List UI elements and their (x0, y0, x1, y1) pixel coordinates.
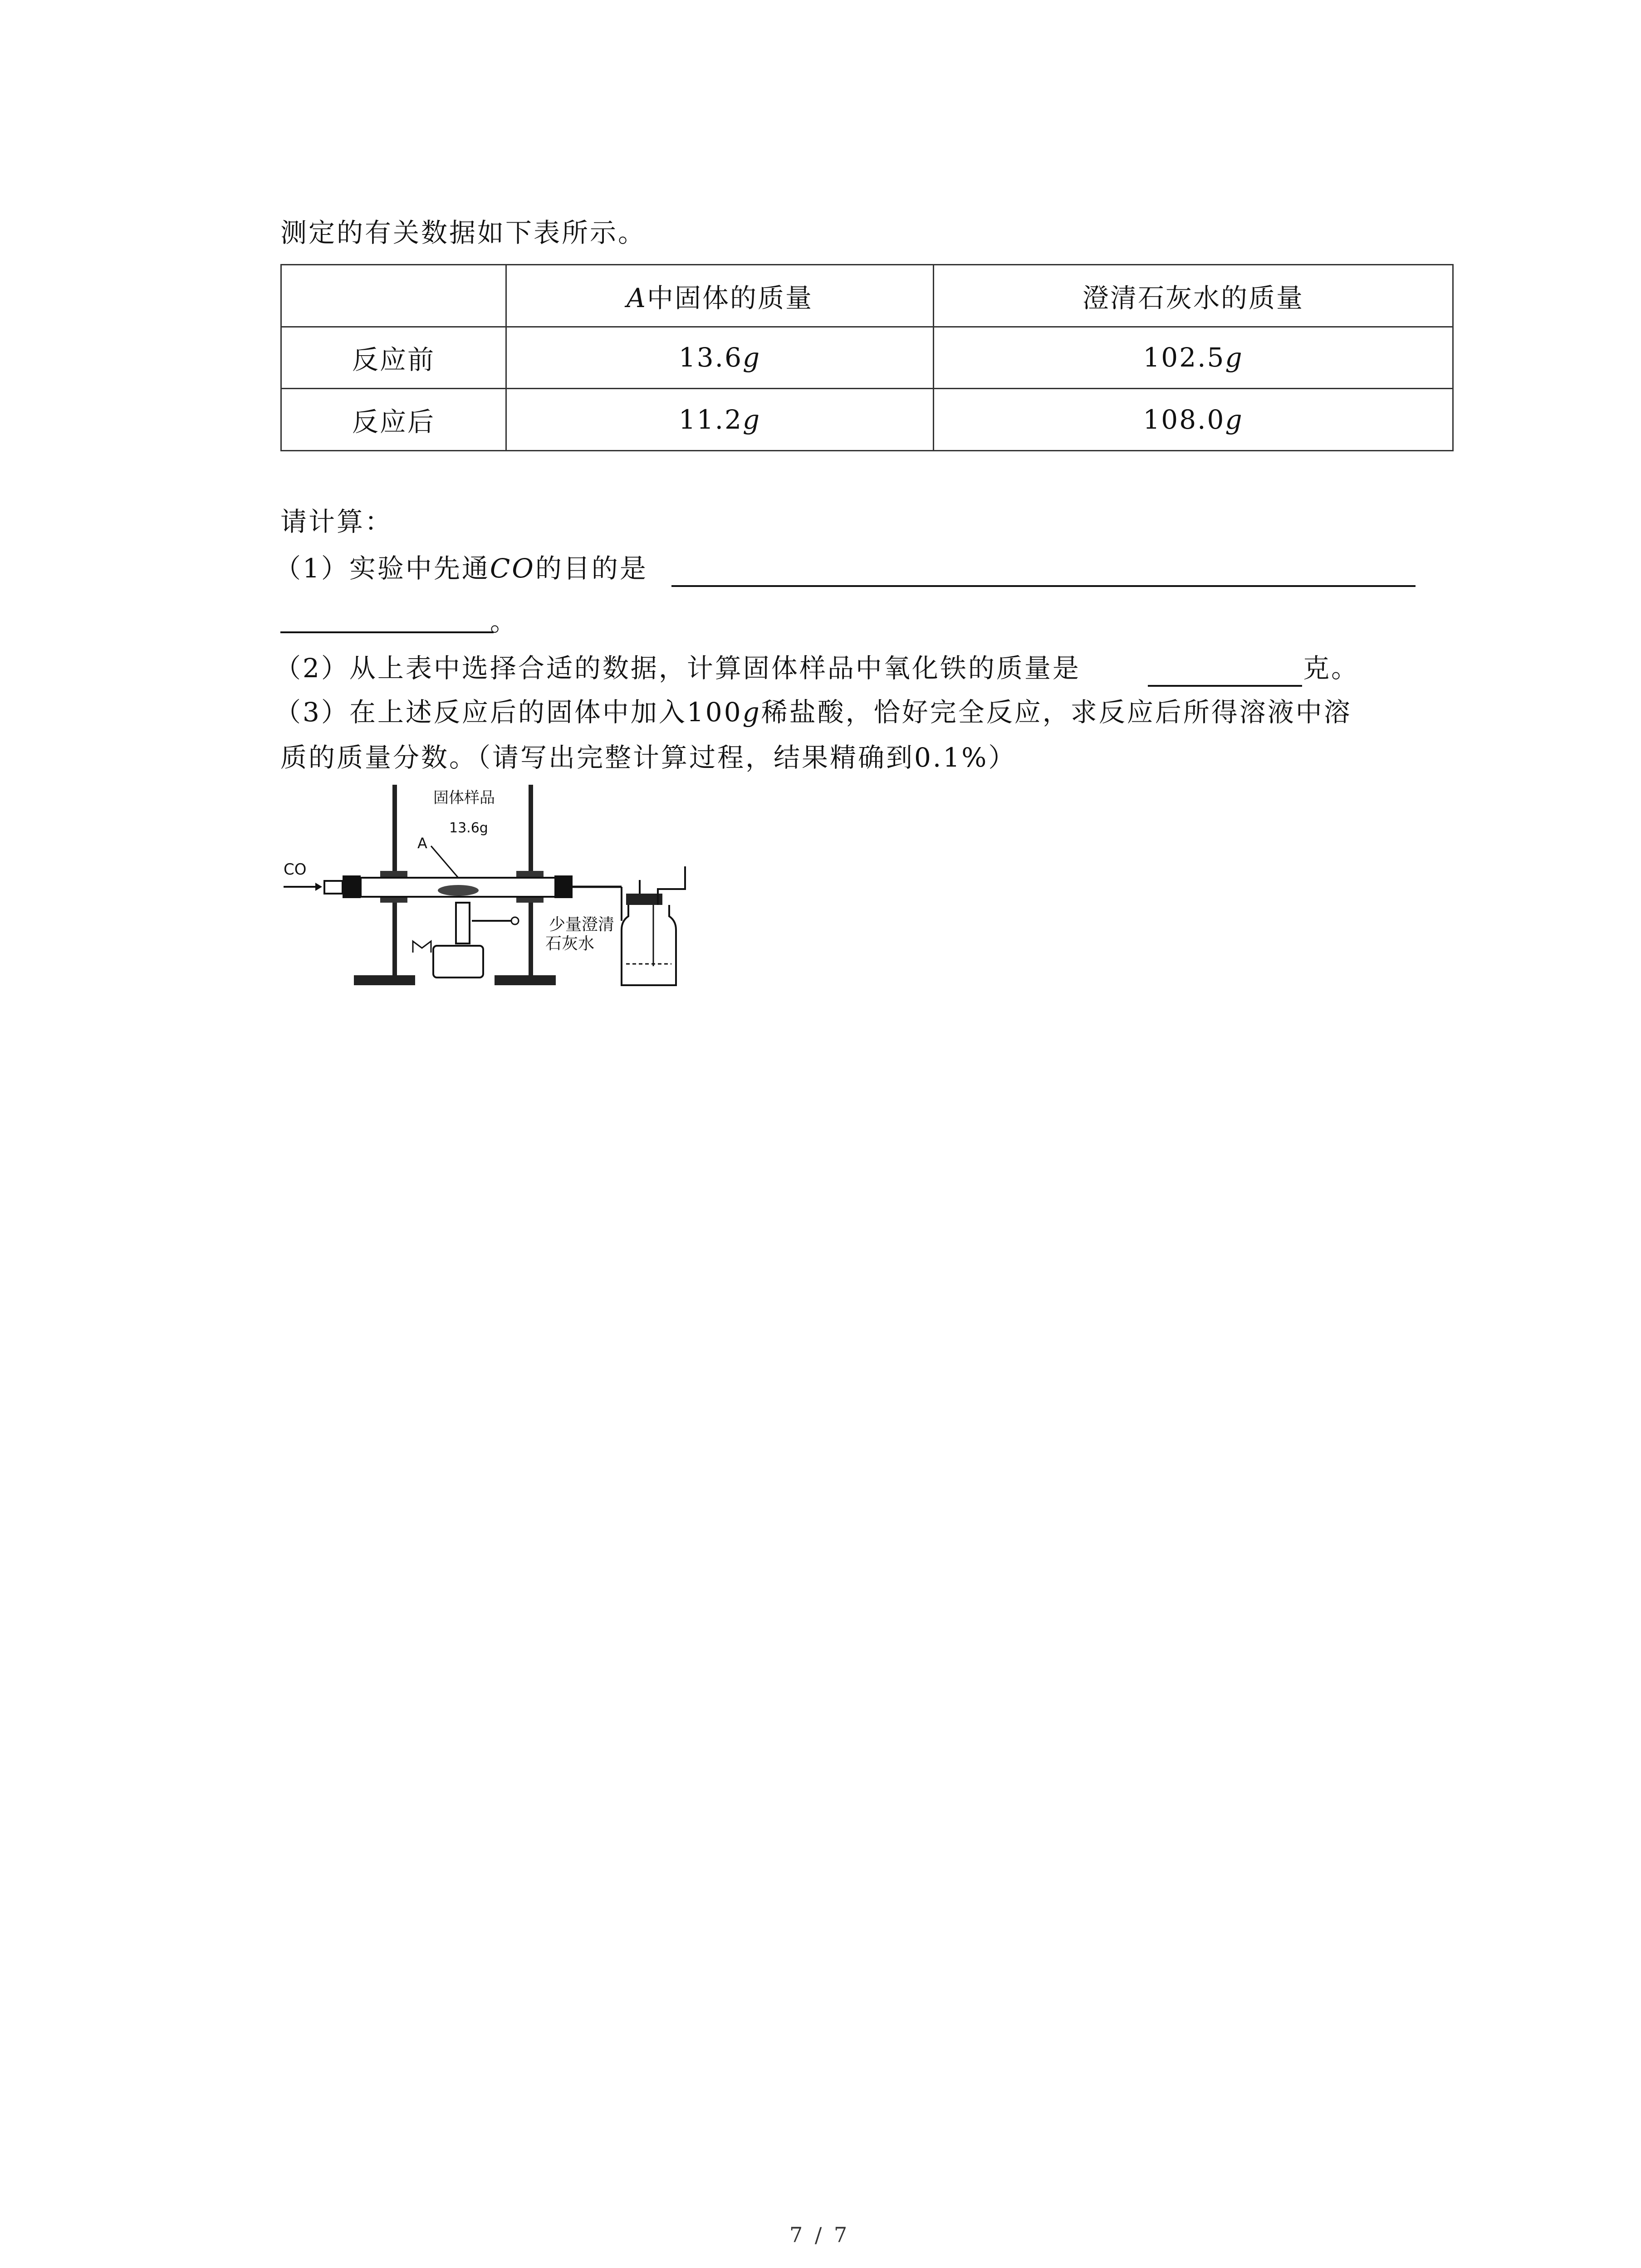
table-row (281, 389, 1453, 451)
glass-tube (361, 875, 622, 898)
question-3-line-1: （3）在上述反应后的固体中加入100g稀盐酸，恰好完全反应，求反应后所得溶液中溶 (274, 697, 1352, 728)
row-label: 反应后 (281, 389, 506, 451)
cell-a-mass: 13.6g (506, 327, 934, 389)
row-label: 反应前 (281, 327, 506, 389)
co-inlet (284, 860, 361, 898)
apparatus-figure (277, 785, 708, 998)
calc-prompt: 请计算： (280, 506, 393, 537)
co-label: CO (284, 860, 307, 879)
a-label: A (417, 835, 427, 852)
co-formula: CO (490, 553, 535, 584)
question-1: （1）实验中先通CO的目的是 (274, 553, 648, 584)
sample-label: 固体样品 (433, 789, 495, 807)
page-number: 7 / 7 (789, 2223, 850, 2247)
solid-sample (438, 885, 479, 896)
table-header-a-mass: A中固体的质量 (506, 265, 934, 327)
table-header-empty (281, 265, 506, 327)
table-header-row (281, 265, 1453, 327)
intro-text: 测定的有关数据如下表所示。 (280, 217, 647, 248)
cell-a-mass: 11.2g (506, 389, 934, 451)
data-table (280, 264, 1454, 451)
limewater-bottle (622, 866, 685, 985)
question-2: （2）从上表中选择合适的数据，计算固体样品中氧化铁的质量是 (274, 653, 1081, 684)
alcohol-lamp (413, 903, 519, 978)
limewater-label-2: 石灰水 (545, 934, 595, 953)
question-3-line-2: 质的质量分数。（请写出完整计算过程，结果精确到0.1%） (280, 742, 1017, 773)
limewater-label-1: 少量澄清 (549, 915, 615, 934)
sample-mass-label: 13.6g (449, 820, 488, 836)
a-pointer (431, 846, 458, 878)
cell-limewater-mass: 102.5g (934, 327, 1453, 389)
q1-end: 。 (490, 606, 519, 637)
table-header-limewater-mass: 澄清石灰水的质量 (934, 265, 1453, 327)
answer-blank-2[interactable] (1148, 685, 1302, 687)
q2-end: 克。 (1303, 653, 1360, 684)
table-row (281, 327, 1453, 389)
answer-blank-1a[interactable] (671, 585, 1416, 587)
cell-limewater-mass: 108.0g (934, 389, 1453, 451)
answer-blank-1b[interactable] (280, 631, 494, 633)
